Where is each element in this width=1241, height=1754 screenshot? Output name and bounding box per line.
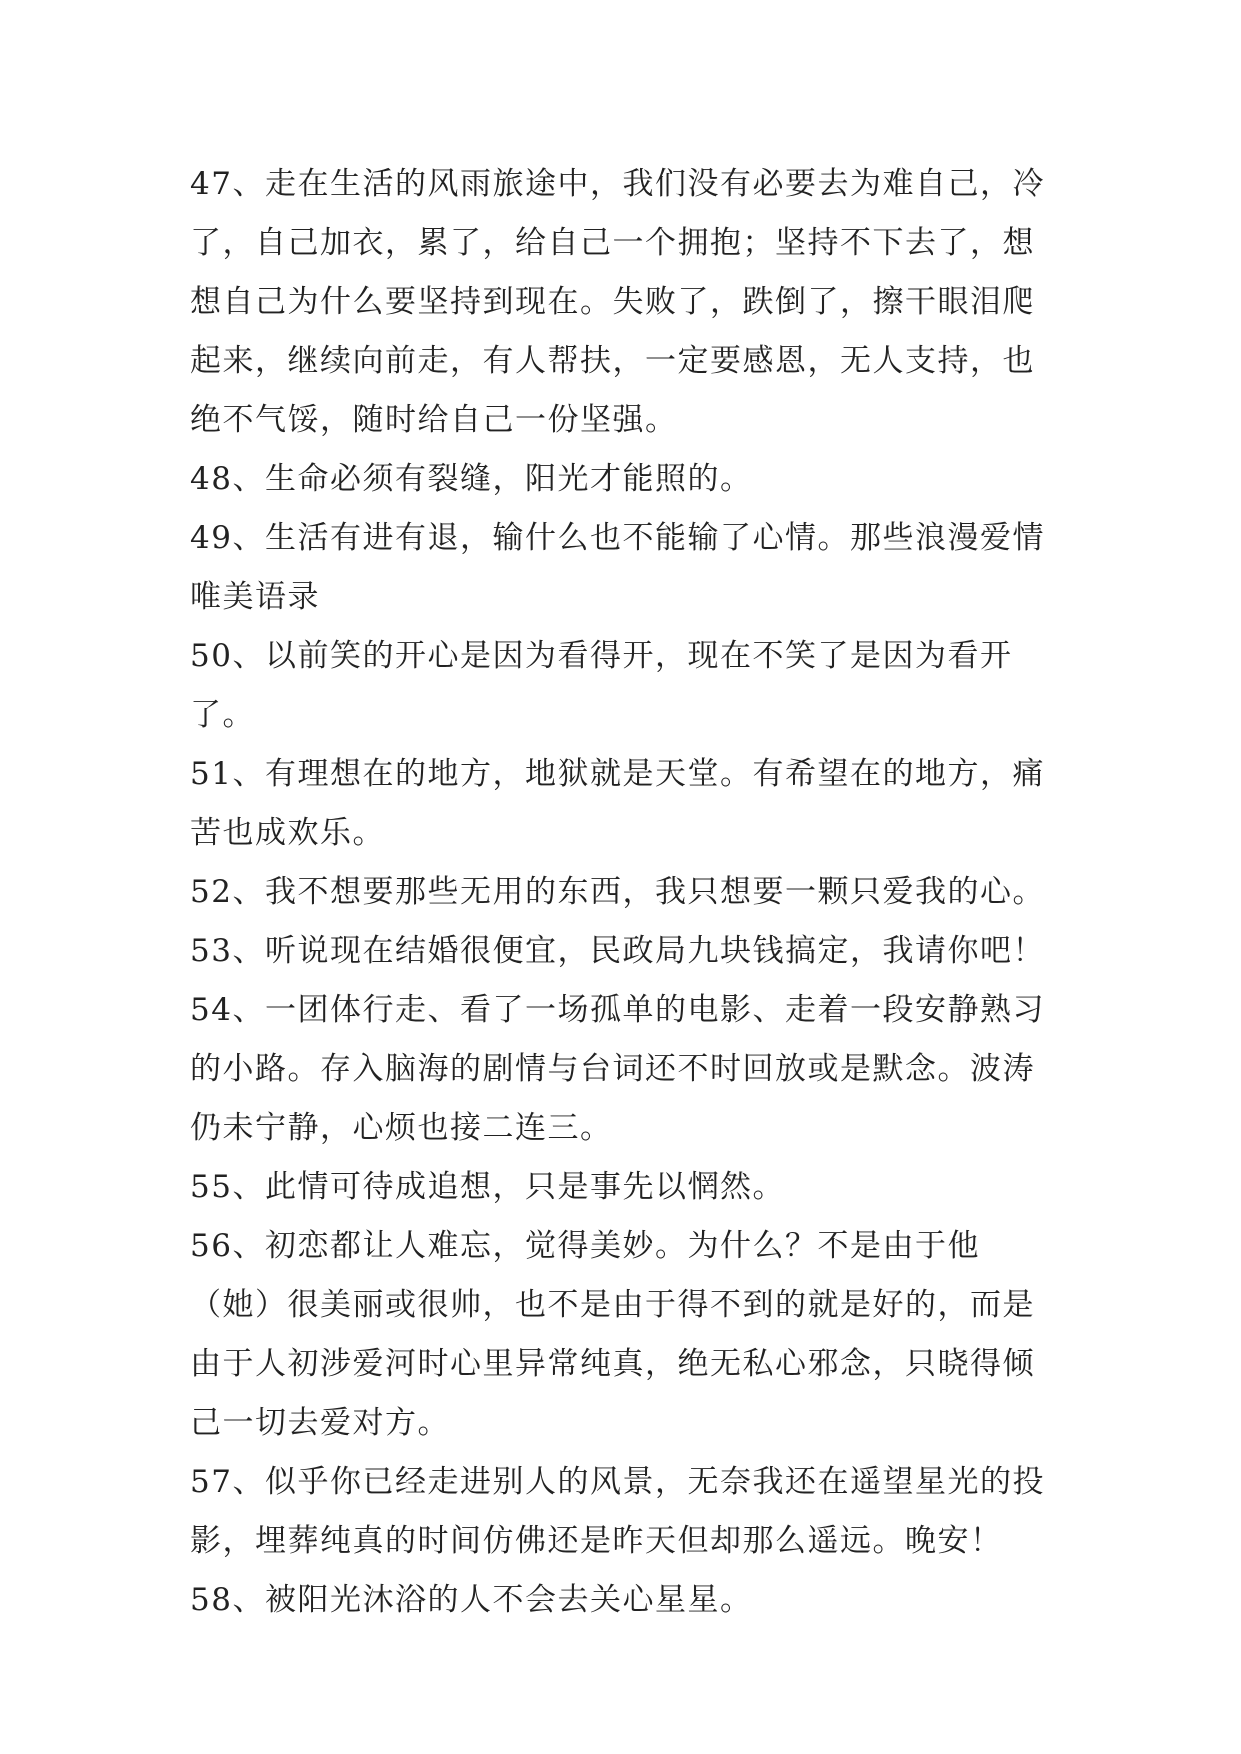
entry-49: 49、生活有进有退，输什么也不能输了心情。那些浪漫爱情唯美语录 <box>190 520 1045 615</box>
entry-57: 57、似乎你已经走进别人的风景，无奈我还在遥望星光的投影，埋葬纯真的时间仿佛还是昨天但却那么遥远。晚安！ <box>190 1464 1045 1559</box>
entry-53: 53、听说现在结婚很便宜，民政局九块钱搞定，我请你吧！ <box>190 933 1045 969</box>
entry-47: 47、走在生活的风雨旅途中，我们没有必要去为难自己，冷了，自己加衣，累了，给自己一个拥抱；坚持不下去了，想想自己为什么要坚持到现在。失败了，跌倒了，擦干眼泪爬起来，继续向前走，有人帮扶，一定要感恩，无人支持，也绝不气馁，随时给自己一份坚强。 <box>190 166 1045 438</box>
entry-48: 48、生命必须有裂缝，阳光才能照的。 <box>190 461 753 497</box>
document-body <box>190 155 1060 1630</box>
entry-58: 58、被阳光沐浴的人不会去关心星星。 <box>190 1582 753 1618</box>
entry-54: 54、一团体行走、看了一场孤单的电影、走着一段安静熟习的小路。存入脑海的剧情与台词还不时回放或是默念。波涛仍未宁静，心烦也接二连三。 <box>190 992 1045 1146</box>
entry-52: 52、我不想要那些无用的东西，我只想要一颗只爱我的心。 <box>190 874 1045 910</box>
entry-55: 55、此情可待成追想，只是事先以惘然。 <box>190 1169 785 1205</box>
entry-51: 51、有理想在的地方，地狱就是天堂。有希望在的地方，痛苦也成欢乐。 <box>190 756 1045 851</box>
entry-50: 50、以前笑的开心是因为看得开，现在不笑了是因为看开了。 <box>190 638 1013 733</box>
entry-56: 56、初恋都让人难忘，觉得美妙。为什么？不是由于他（她）很美丽或很帅，也不是由于得不到的就是好的，而是由于人初涉爱河时心里异常纯真，绝无私心邪念，只晓得倾己一切去爱对方。 <box>190 1228 1035 1441</box>
